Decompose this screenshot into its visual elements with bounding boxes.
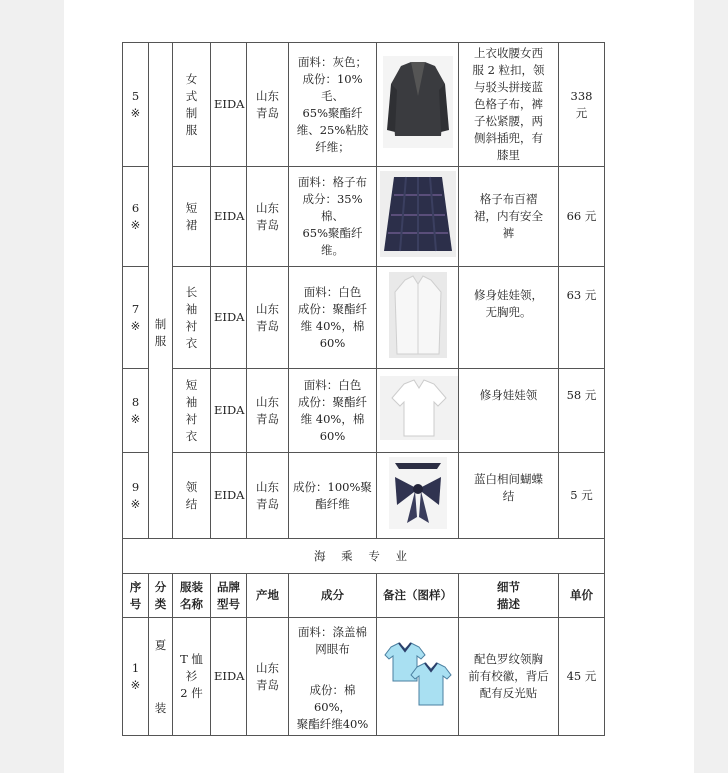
row-number: 6 ※ — [123, 167, 149, 267]
short-shirt-image — [380, 376, 458, 440]
category-char: 制 — [154, 316, 167, 331]
composition-fabric: 面料：涤盖棉 网眼布 — [298, 625, 367, 656]
brand: EIDA — [211, 267, 247, 369]
brand: EIDA — [211, 167, 247, 267]
table-row — [123, 267, 605, 369]
garment-image-cell — [377, 43, 459, 167]
garment-name: 领 结 — [173, 453, 211, 539]
blazer-image — [383, 56, 453, 148]
table-row — [123, 618, 605, 736]
uniform-table — [122, 42, 605, 736]
origin: 山东 青岛 — [247, 369, 289, 453]
garment-name: T 恤 衫 2 件 — [173, 618, 211, 736]
category-cell — [149, 618, 173, 736]
origin: 山东 青岛 — [247, 267, 289, 369]
unit-price: 63 元 — [559, 267, 605, 369]
garment-image-cell — [377, 453, 459, 539]
composition: 面料：灰色； 成份：10%毛、 65%聚酯纤 维、25%粘胶 纤维； — [289, 43, 377, 167]
garment-image-cell — [377, 267, 459, 369]
unit-price: 5 元 — [559, 453, 605, 539]
section-title: 海 乘 专 业 — [123, 539, 605, 574]
category-char: 夏 — [154, 637, 167, 652]
header-brand: 品牌 型号 — [211, 574, 247, 618]
unit-price: 66 元 — [559, 167, 605, 267]
category-cell — [149, 43, 173, 539]
brand: EIDA — [211, 369, 247, 453]
header-row — [123, 574, 605, 618]
header-composition: 成分 — [289, 574, 377, 618]
row-number: 1 ※ — [123, 618, 149, 736]
unit-price: 58 元 — [559, 369, 605, 453]
brand: EIDA — [211, 453, 247, 539]
skirt-image — [380, 171, 456, 257]
header-no: 序 号 — [123, 574, 149, 618]
detail-description: 修身娃娃领， 无胸兜。 — [459, 267, 559, 369]
bowtie-image — [389, 457, 447, 529]
section-row — [123, 539, 605, 574]
garment-name: 短 袖 衬 衣 — [173, 369, 211, 453]
header-remark: 备注（图样） — [377, 574, 459, 618]
header-category: 分 类 — [149, 574, 173, 618]
detail-description: 配色罗纹领胸 前有校徽，背后 配有反光贴 — [459, 618, 559, 736]
detail-description: 修身娃娃领 — [459, 369, 559, 453]
brand: EIDA — [211, 618, 247, 736]
garment-name: 女 式 制 服 — [173, 43, 211, 167]
composition: 成份：100%聚 酯纤维 — [289, 453, 377, 539]
composition: 面料：白色 成份：聚酯纤 维 40%，棉 60% — [289, 369, 377, 453]
origin: 山东 青岛 — [247, 618, 289, 736]
composition: 面料：白色 成份：聚酯纤 维 40%，棉 60% — [289, 267, 377, 369]
document-page — [64, 0, 694, 773]
origin: 山东 青岛 — [247, 453, 289, 539]
header-detail: 细节 描述 — [459, 574, 559, 618]
row-number: 8 ※ — [123, 369, 149, 453]
header-name: 服装 名称 — [173, 574, 211, 618]
composition — [289, 618, 377, 736]
detail-description: 上衣收腰女西 服 2 粒扣，领 与驳头拼接蓝 色格子布，裤 子松紧腰，两 侧斜插兜，有 膝里 — [459, 43, 559, 167]
table-row — [123, 43, 605, 167]
garment-image-cell — [377, 167, 459, 267]
detail-description: 格子布百褶 裙，内有安全 裤 — [459, 167, 559, 267]
table-row — [123, 167, 605, 267]
composition: 面料：格子布 成分：35%棉、 65%聚酯纤 维。 — [289, 167, 377, 267]
row-number: 5 ※ — [123, 43, 149, 167]
origin: 山东 青岛 — [247, 167, 289, 267]
row-number: 9 ※ — [123, 453, 149, 539]
category-char: 装 — [154, 700, 167, 715]
garment-name: 短 裙 — [173, 167, 211, 267]
row-number: 7 ※ — [123, 267, 149, 369]
table-row — [123, 369, 605, 453]
origin: 山东 青岛 — [247, 43, 289, 167]
garment-name: 长 袖 衬 衣 — [173, 267, 211, 369]
garment-image-cell — [377, 369, 459, 453]
garment-image-cell — [377, 618, 459, 736]
unit-price: 45 元 — [559, 618, 605, 736]
unit-price: 338 元 — [559, 43, 605, 167]
composition-content: 成份：棉60%， 聚酯纤维40% — [296, 683, 369, 731]
header-price: 单价 — [559, 574, 605, 618]
table-row — [123, 453, 605, 539]
long-shirt-image — [389, 272, 447, 358]
tshirt-image — [381, 639, 455, 709]
brand: EIDA — [211, 43, 247, 167]
header-origin: 产地 — [247, 574, 289, 618]
category-char: 服 — [154, 333, 167, 348]
detail-description: 蓝白相间蝴蝶 结 — [459, 453, 559, 539]
